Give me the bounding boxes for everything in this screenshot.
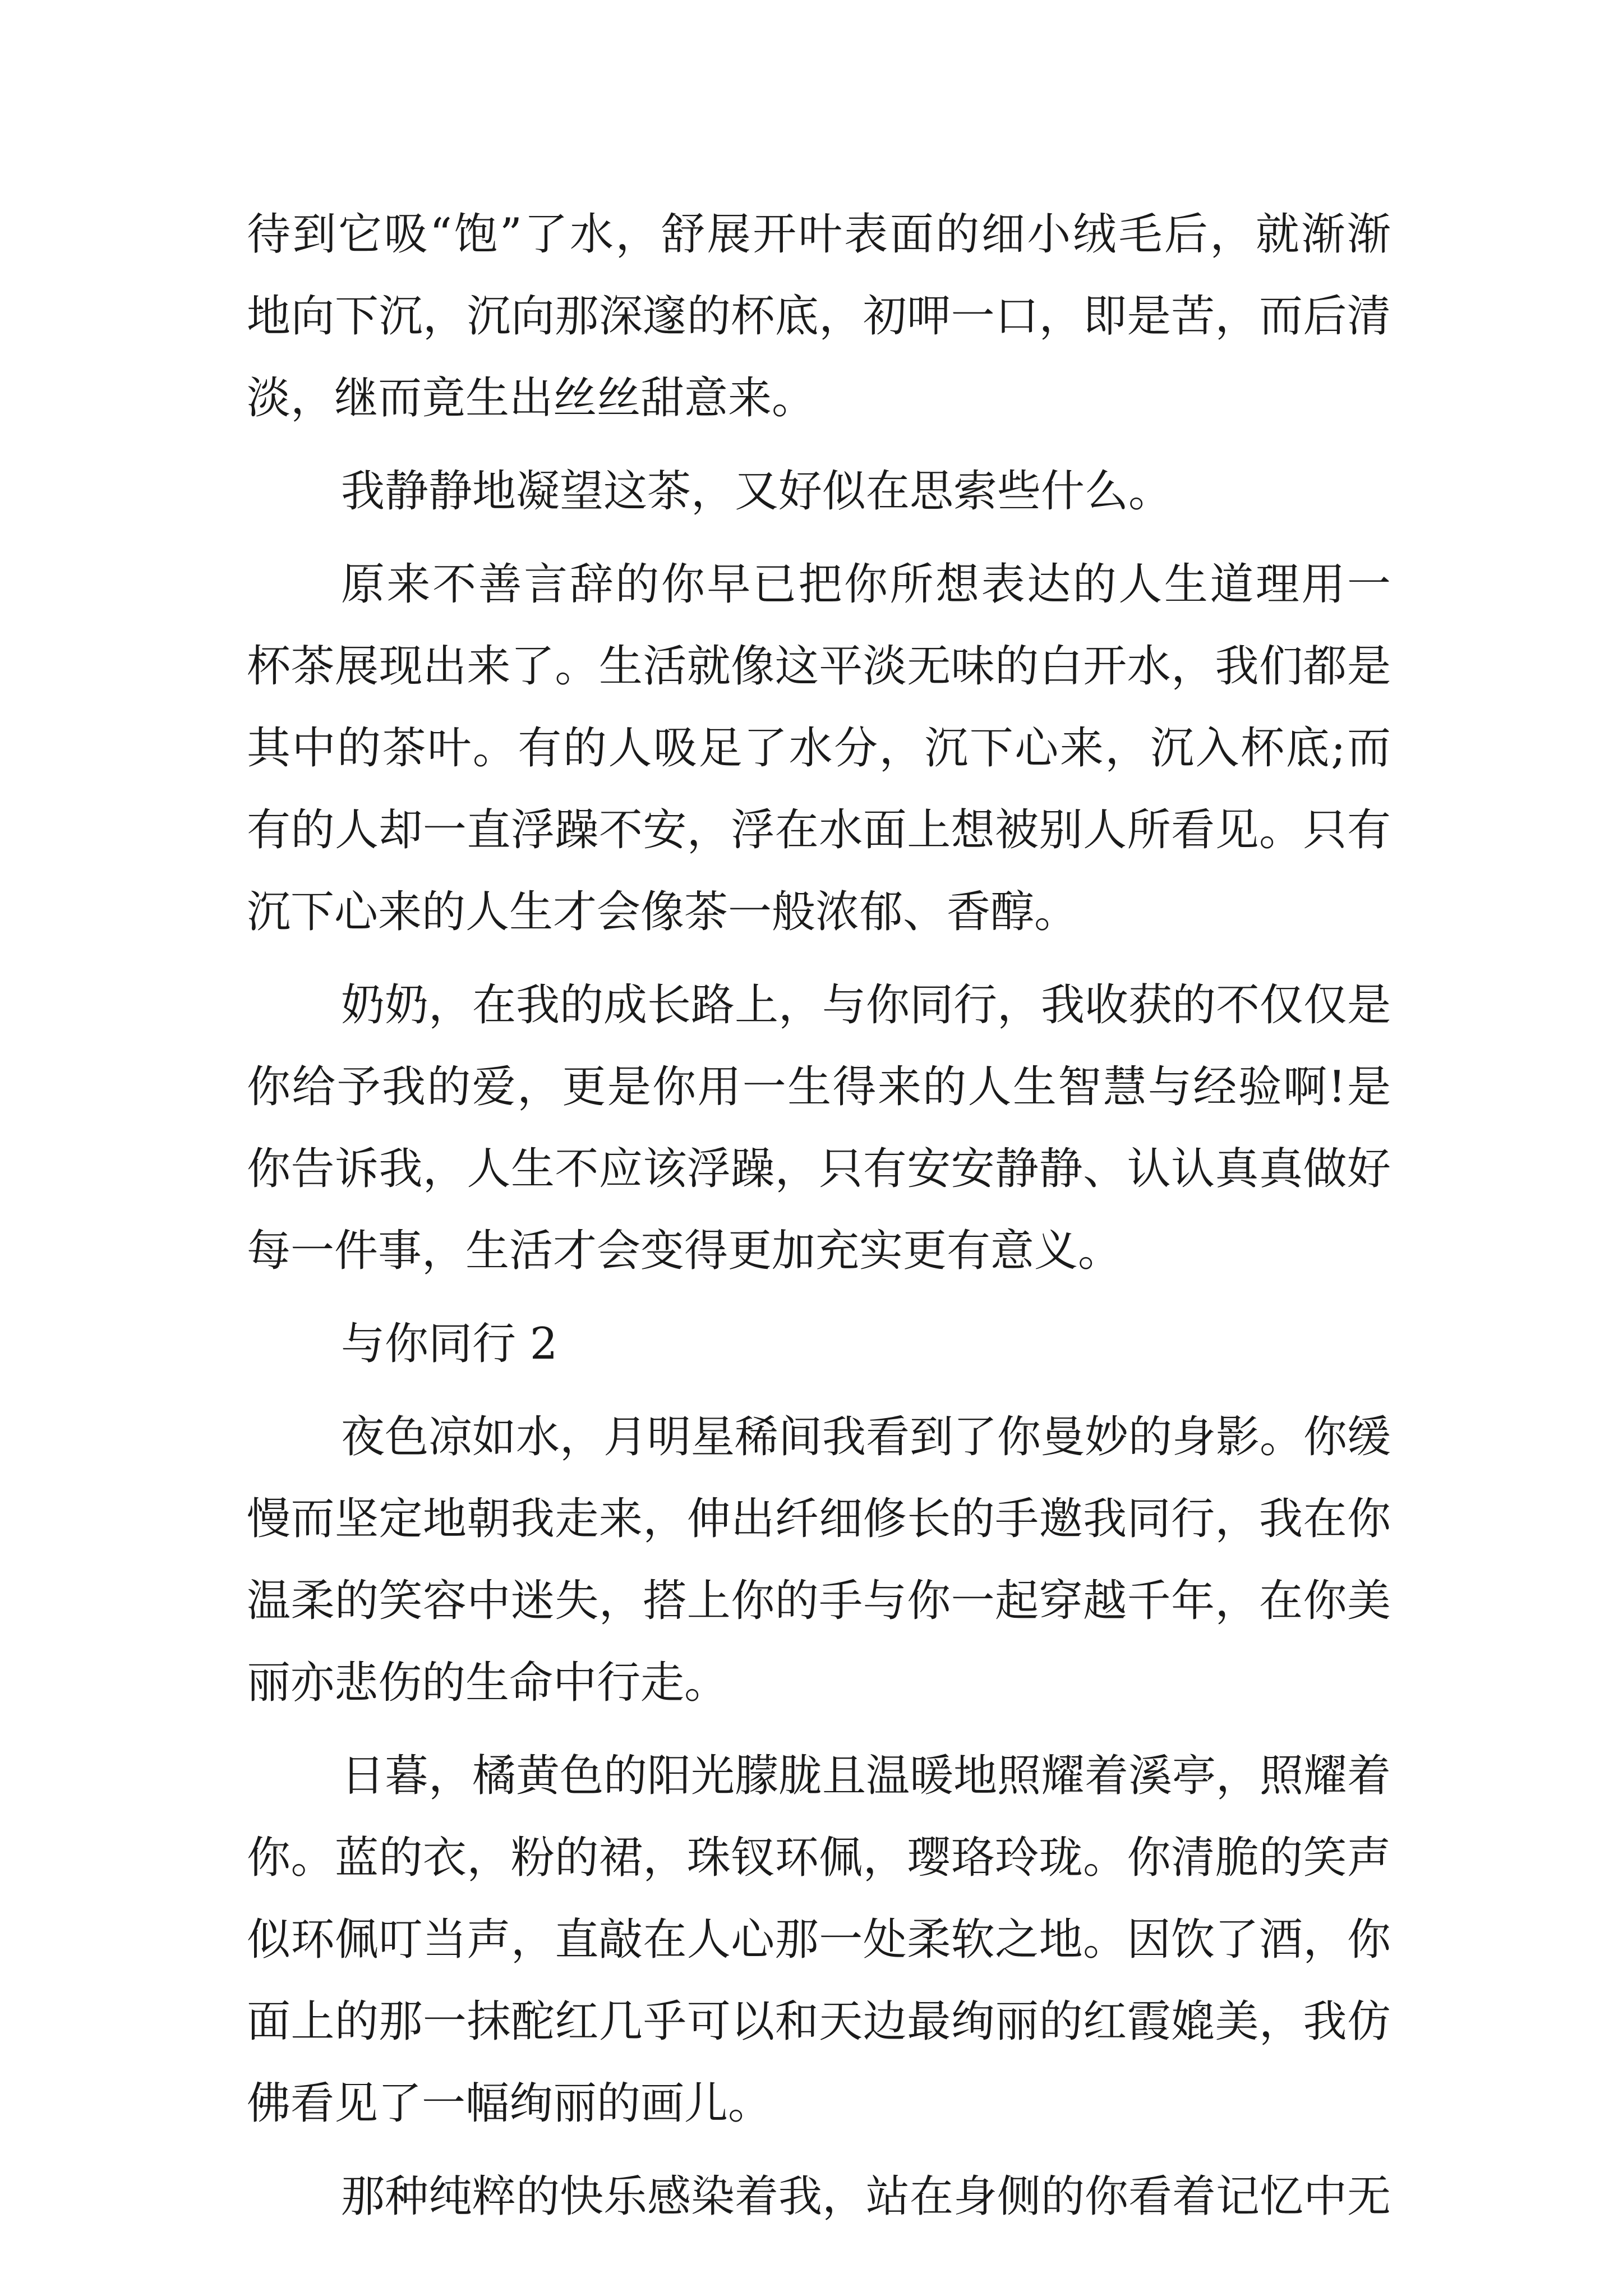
text-line: 有的人却一直浮躁不安，浮在水面上想被别人所看见。只有 [247,805,1391,855]
paragraph [247,1396,1391,1724]
text-line: 你给予我的爱，更是你用一生得来的人生智慧与经验啊!是 [247,1062,1391,1112]
text-line: 奶奶，在我的成长路上，与你同行，我收获的不仅仅是 [341,980,1391,1030]
text-line: 温柔的笑容中迷失，搭上你的手与你一起穿越千年，在你美 [247,1576,1391,1626]
text-line: 夜色凉如水，月明星稀间我看到了你曼妙的身影。你缓 [341,1412,1391,1462]
paragraph [247,1303,1391,1385]
text-line: 丽亦悲伤的生命中行走。 [247,1658,728,1708]
text-line: 我静静地凝望这茶，又好似在思索些什么。 [341,466,1173,517]
paragraph-gap [247,953,1391,964]
paragraph [247,194,1391,439]
paragraph [247,1735,1391,2145]
text-line: 你告诉我，人生不应该浮躁，只有安安静静、认认真真做好 [247,1144,1391,1194]
text-line: 那种纯粹的快乐感染着我，站在身侧的你看着记忆中无 [341,2171,1391,2222]
paragraph-gap [247,439,1391,450]
text-line: 地向下沉，沉向那深邃的杯底，初呷一口，即是苦，而后清 [247,291,1391,342]
text-line: 待到它吸“饱”了水，舒展开叶表面的细小绒毛后，就渐渐 [247,209,1391,260]
text-line: 杯茶展现出来了。生活就像这平淡无味的白开水，我们都是 [247,641,1391,692]
text-line: 面上的那一抹酡红几乎可以和天边最绚丽的红霞媲美，我仿 [247,1996,1391,2047]
text-line: 沉下心来的人生才会像茶一般浓郁、香醇。 [247,887,1078,937]
text-line: 与你同行 2 [341,1319,558,1369]
document-body [247,194,1391,2238]
paragraph-gap [247,1385,1391,1396]
text-line: 原来不善言辞的你早已把你所想表达的人生道理用一 [341,559,1391,610]
text-line: 佛看见了一幅绚丽的画儿。 [247,2078,772,2129]
paragraph-gap [247,1292,1391,1303]
paragraph-gap [247,2145,1391,2156]
paragraph [247,2156,1391,2238]
text-line: 淡，继而竟生出丝丝甜意来。 [247,373,816,424]
paragraph [247,964,1391,1292]
text-line: 慢而坚定地朝我走来，伸出纤细修长的手邀我同行，我在你 [247,1494,1391,1544]
paragraph [247,544,1391,953]
text-line: 似环佩叮当声，直敲在人心那一处柔软之地。因饮了酒，你 [247,1915,1391,1965]
text-line: 日暮，橘黄色的阳光朦胧且温暖地照耀着溪亭，照耀着 [341,1751,1391,1801]
paragraph-gap [247,532,1391,544]
text-line: 其中的茶叶。有的人吸足了水分，沉下心来，沉入杯底;而 [247,723,1391,774]
text-line: 你。蓝的衣，粉的裙，珠钗环佩，璎珞玲珑。你清脆的笑声 [247,1833,1391,1883]
text-line: 每一件事，生活才会变得更加充实更有意义。 [247,1226,1122,1276]
paragraph-gap [247,1724,1391,1735]
paragraph [247,450,1391,532]
